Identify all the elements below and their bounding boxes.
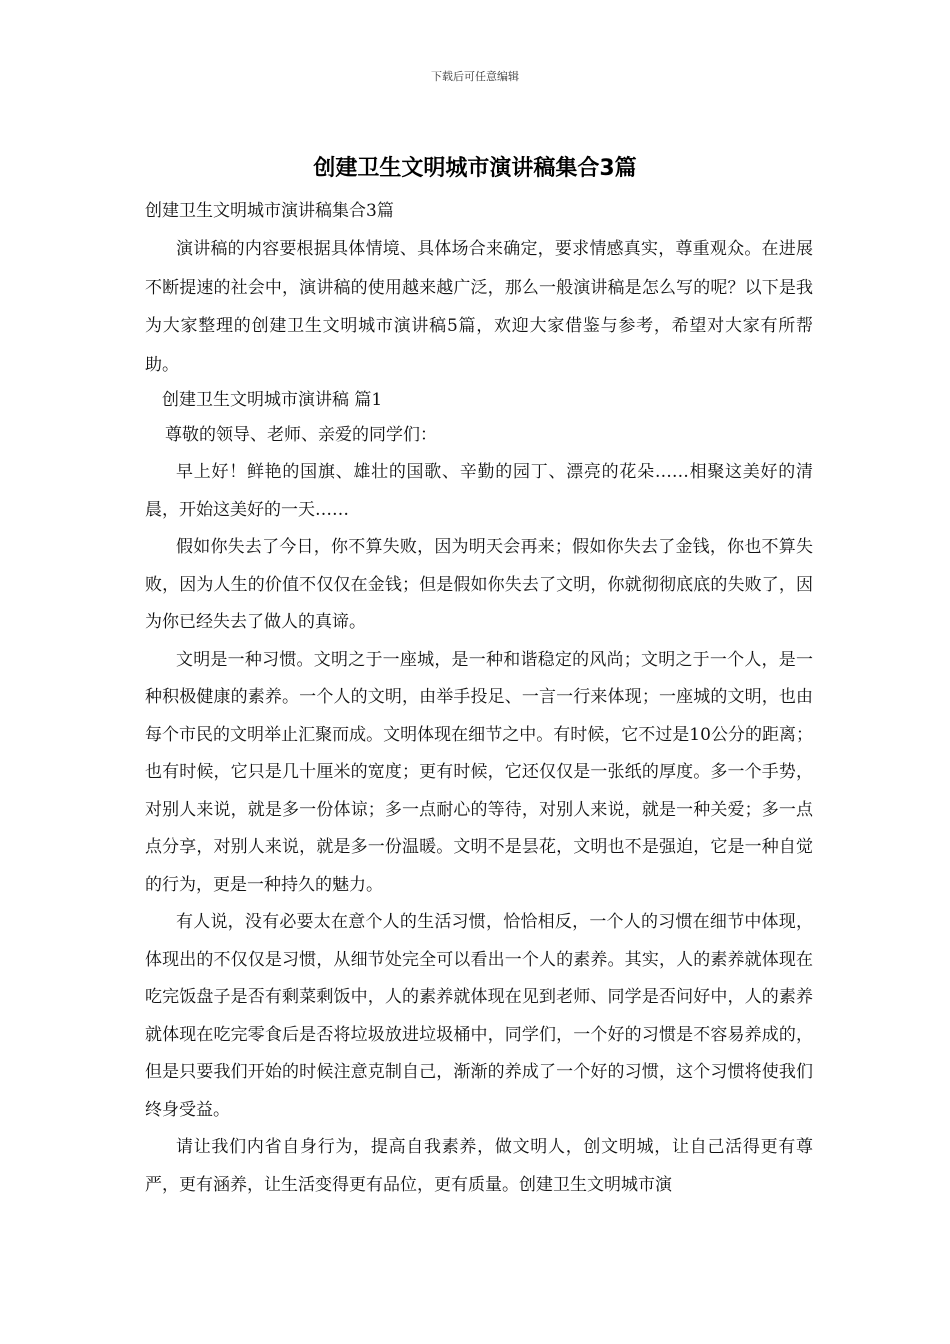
body-paragraph-2: 文明是一种习惯。文明之于一座城，是一种和谐稳定的风尚；文明之于一个人，是一种积极健康的素养。一个人的文明，由举手投足、一言一行来体现；一座城的文明，也由每个市民的文明举止汇聚而成。文明体现在细节之中。有时候，它不过是10公分的距离；也有时候，它只是几十厘米的宽度；更有时候，它还仅仅是一张纸的厚度。多一个手势，对别人来说，就是多一份体谅；多一点耐心的等待，对别人来说，就是一种关爱；多一点点分享，对别人来说，就是多一份温暖。文明不是昙花，文明也不是强迫，它是一种自觉的行为，更是一种持久的魅力。 [145,649,813,895]
header-note: 下载后可任意编辑 [431,70,519,83]
greeting-paragraph: 早上好！鲜艳的国旗、雄壮的国歌、辛勤的园丁、漂亮的花朵……相聚这美好的清晨，开始这美好的一天…… [145,462,813,520]
document-body [145,199,813,1204]
intro-paragraph: 演讲稿的内容要根据具体情境、具体场合来确定，要求情感真实，尊重观众。在进展不断提速的社会中，演讲稿的使用越来越广泛，那么一般演讲稿是怎么写的呢？以下是我为大家整理的创建卫生文明城市演讲稿5篇，欢迎大家借鉴与参考，希望对大家有所帮助。 [145,239,813,375]
document-subtitle: 创建卫生文明城市演讲稿集合3篇 [145,201,394,221]
section-heading: 创建卫生文明城市演讲稿 篇1 [162,390,383,410]
salutation: 尊敬的领导、老师、亲爱的同学们： [165,425,437,445]
body-paragraph-3: 有人说，没有必要太在意个人的生活习惯，恰恰相反，一个人的习惯在细节中体现，体现出的不仅仅是习惯，从细节处完全可以看出一个人的素养。其实，人的素养就体现在吃完饭盘子是否有剩菜剩饭中，人的素养就体现在见到老师、同学是否问好中，人的素养就体现在吃完零食后是否将垃圾放进垃圾桶中，同学们，一个好的习惯是不容易养成的，但是只要我们开始的时候注意克制自己，渐渐的养成了一个好的习惯，这个习惯将使我们终身受益。 [145,912,813,1120]
body-paragraph-1: 假如你失去了今日，你不算失败，因为明天会再来；假如你失去了金钱，你也不算失败，因为人生的价值不仅仅在金钱；但是假如你失去了文明，你就彻彻底底的失败了，因为你已经失去了做人的真谛。 [145,537,813,632]
body-paragraph-4: 请让我们内省自身行为，提高自我素养，做文明人，创文明城，让自己活得更有尊严，更有涵养，让生活变得更有品位，更有质量。创建卫生文明城市演 [145,1137,813,1195]
document-title: 创建卫生文明城市演讲稿集合3篇 [313,156,637,181]
